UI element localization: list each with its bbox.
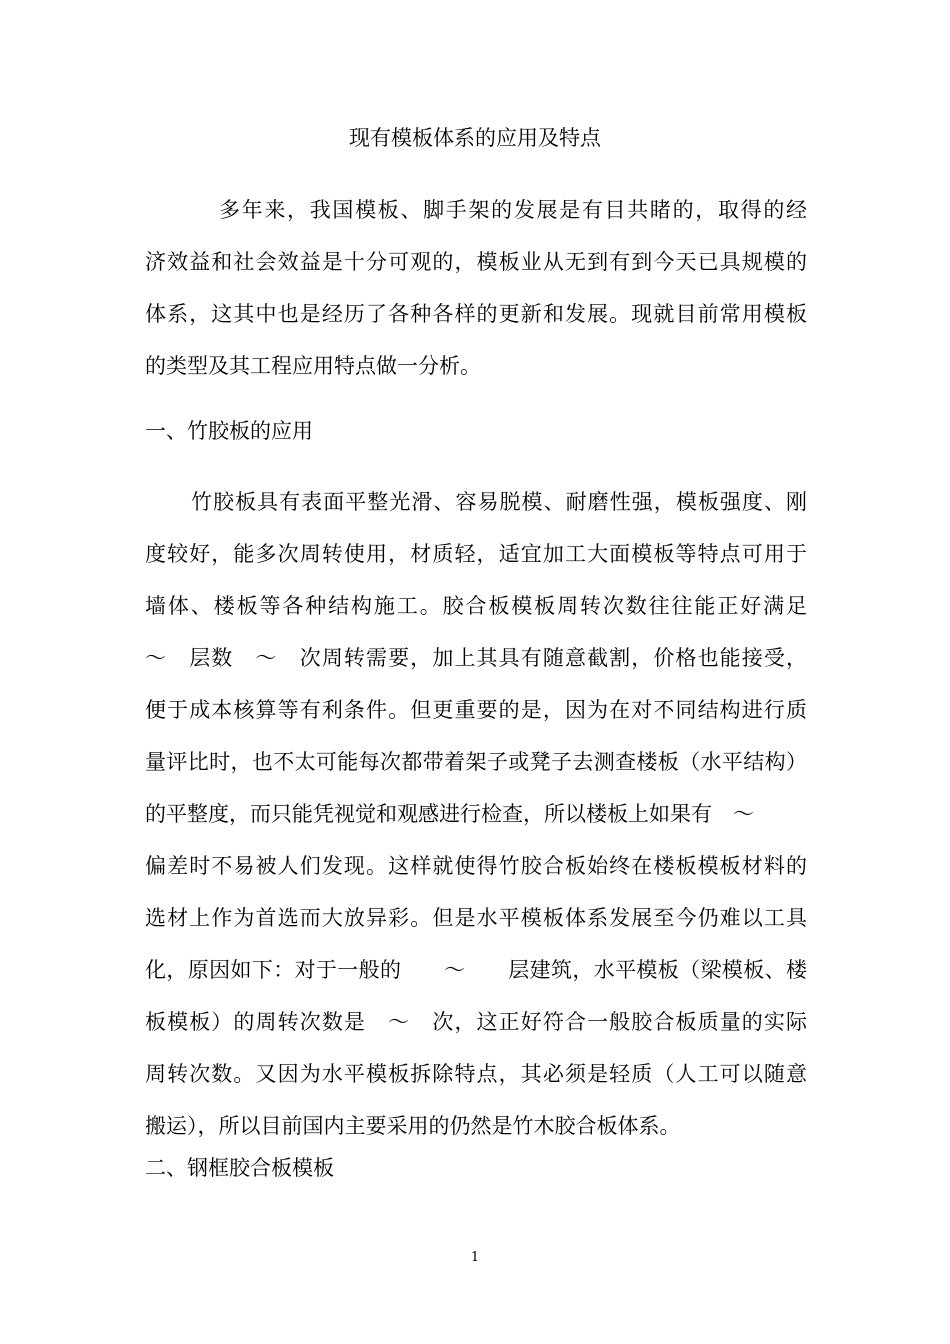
paragraph-line: 化，原因如下：对于一般的 ～ 层建筑，水平模板（梁模板、楼 — [145, 958, 807, 982]
document-title: 现有模板体系的应用及特点 — [349, 126, 601, 150]
paragraph-line: 偏差时不易被人们发现。这样就使得竹胶合板始终在楼板模板材料的 — [145, 854, 807, 878]
paragraph-line: 搬运），所以目前国内主要采用的仍然是竹木胶合板体系。 — [145, 1114, 681, 1138]
paragraph-line: 体系，这其中也是经历了各种各样的更新和发展。现就目前常用模板 — [145, 302, 807, 326]
paragraph-line: 多年来，我国模板、脚手架的发展是有目共睹的，取得的经 — [219, 198, 807, 222]
paragraph-line: ～ 层数 ～ 次周转需要，加上其具有随意截割，价格也能接受， — [145, 646, 807, 670]
paragraph-line: 竹胶板具有表面平整光滑、容易脱模、耐磨性强，模板强度、刚 — [191, 490, 807, 514]
section-heading-1: 一、竹胶板的应用 — [145, 419, 313, 443]
paragraph-line: 量评比时，也不太可能每次都带着架子或凳子去测查楼板（水平结构） — [145, 750, 807, 774]
paragraph-line: 便于成本核算等有利条件。但更重要的是，因为在对不同结构进行质 — [145, 698, 807, 722]
paragraph-line: 济效益和社会效益是十分可观的，模板业从无到有到今天已具规模的 — [145, 250, 807, 274]
paragraph-line: 的类型及其工程应用特点做一分析。 — [145, 354, 481, 378]
paragraph-line: 周转次数。又因为水平模板拆除特点，其必须是轻质（人工可以随意 — [145, 1062, 807, 1086]
page-number: 1 — [470, 1250, 480, 1265]
paragraph-line: 墙体、楼板等各种结构施工。胶合板模板周转次数往往能正好满足 — [145, 594, 807, 618]
paragraph-line: 板模板）的周转次数是 ～ 次，这正好符合一般胶合板质量的实际 — [145, 1010, 807, 1034]
section-heading-2: 二、钢框胶合板模板 — [145, 1156, 334, 1180]
paragraph-line: 度较好，能多次周转使用，材质轻，适宜加工大面模板等特点可用于 — [145, 542, 807, 566]
section-1-paragraph — [145, 476, 807, 1152]
paragraph-line: 选材上作为首选而大放异彩。但是水平模板体系发展至今仍难以工具 — [145, 906, 807, 930]
paragraph-line: 的平整度，而只能凭视觉和观感进行检查，所以楼板上如果有 ～ — [145, 802, 754, 826]
intro-paragraph — [145, 184, 807, 392]
